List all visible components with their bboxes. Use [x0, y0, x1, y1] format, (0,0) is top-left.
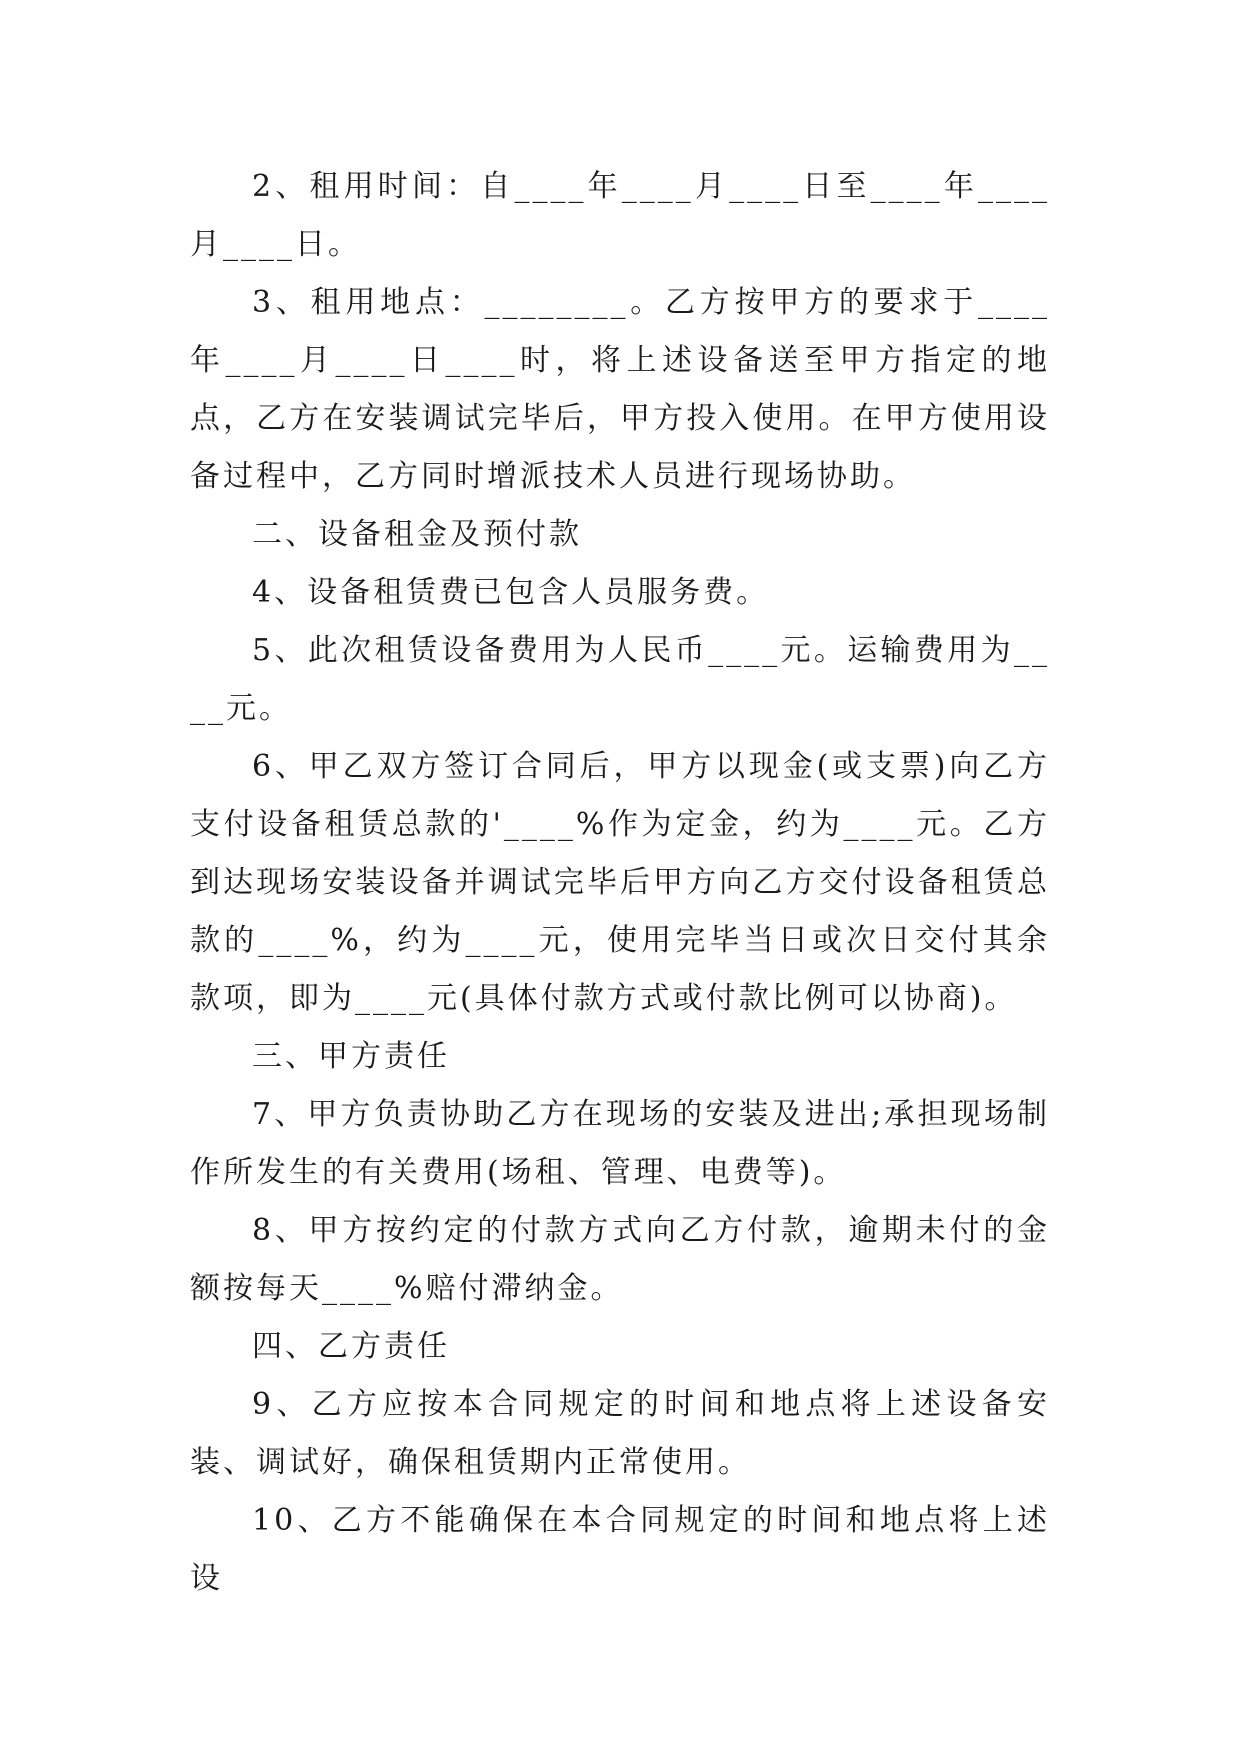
- section-heading-party-b: 四、乙方责任: [252, 1329, 450, 1364]
- paragraph-rental-period: 2、租用时间：自____年____月____日至____年____月____日。: [190, 169, 1050, 262]
- section-heading-party-a: 三、甲方责任: [252, 1039, 450, 1074]
- paragraph-late-payment: 8、甲方按约定的付款方式向乙方付款，逾期未付的金额按每天____%赔付滞纳金。: [190, 1213, 1050, 1306]
- paragraph-party-b-failure: 10、乙方不能确保在本合同规定的时间和地点将上述设: [190, 1503, 1050, 1596]
- paragraph-payment-terms: 6、甲乙双方签订合同后，甲方以现金(或支票)向乙方支付设备租赁总款的'____%作为定金，约为____元。乙方到达现场安装设备并调试完毕后甲方向乙方交付设备租赁总款的____%，约为____元，使用完毕当日或次日交付其余款项，即为____元(具体付款方式或付款比例可以协商)。: [190, 749, 1050, 1016]
- paragraph-rental-fee: 4、设备租赁费已包含人员服务费。: [252, 575, 770, 610]
- section-heading-rent-prepayment: 二、设备租金及预付款: [252, 517, 582, 552]
- paragraph-party-b-installation: 9、乙方应按本合同规定的时间和地点将上述设备安装、调试好，确保租赁期内正常使用。: [190, 1387, 1050, 1480]
- paragraph-rental-cost: 5、此次租赁设备费用为人民币____元。运输费用为____元。: [190, 633, 1050, 726]
- paragraph-party-a-duties: 7、甲方负责协助乙方在现场的安装及进出;承担现场制作所发生的有关费用(场租、管理、电费等)。: [190, 1097, 1050, 1190]
- paragraph-rental-location: 3、租用地点：________。乙方按甲方的要求于____年____月____日____时，将上述设备送至甲方指定的地点，乙方在安装调试完毕后，甲方投入使用。在甲方使用设备过程中，乙方同时增派技术人员进行现场协助。: [190, 285, 1050, 494]
- document-body: [190, 158, 1050, 1608]
